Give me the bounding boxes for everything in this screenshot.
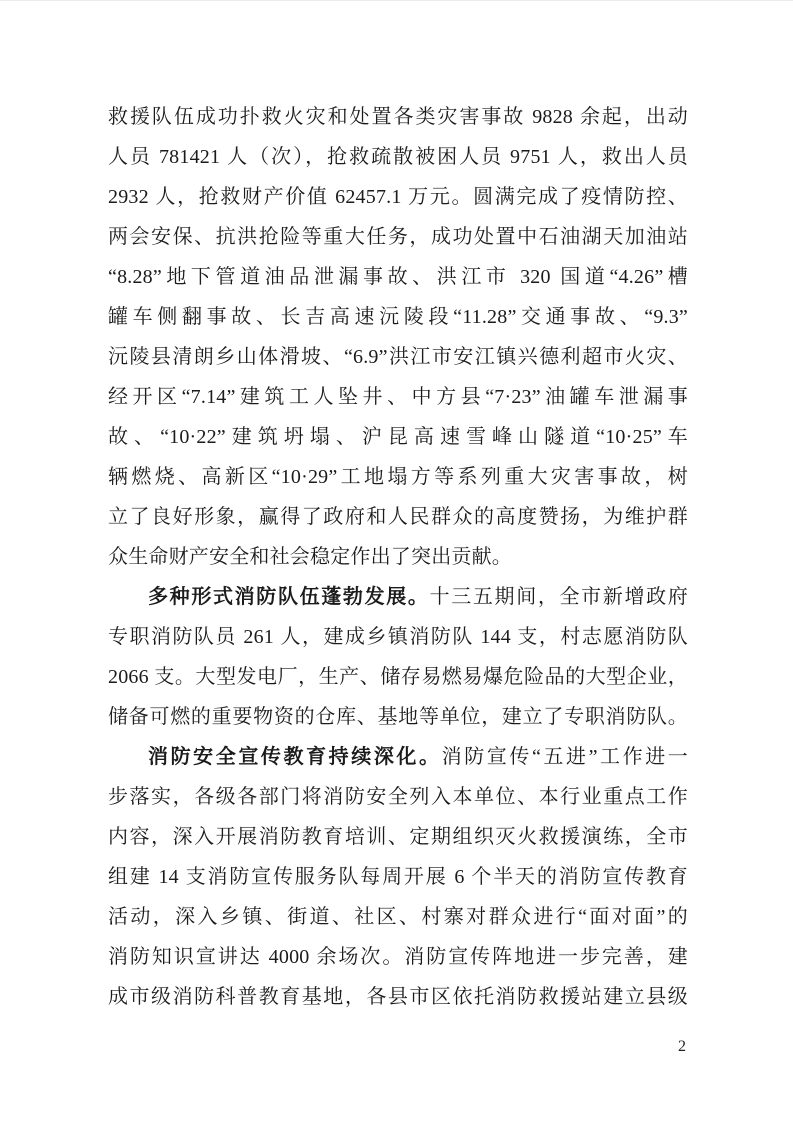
text-run: 经开区“7.14”建筑工人坠井、中方县“7·23”油罐车泄漏事 [108,386,688,408]
text-run: 沅陵县清朗乡山体滑坡、“6.9”洪江市安江镇兴德利超市火灾、 [108,346,688,368]
diversified-fire-teams-paragraph [108,577,688,737]
rescue-operations-paragraph [108,97,688,577]
text-run: “8.28”地下管道油品泄漏事故、洪江市 320 国道“4.26”槽 [108,266,688,288]
text-run: 活动，深入乡镇、街道、社区、村寨对群众进行“面对面”的 [108,906,688,928]
text-line [108,377,688,417]
document-body [108,97,688,1017]
text-run: 辆燃烧、高新区“10·29”工地塌方等系列重大灾害事故，树 [108,466,688,488]
text-run: 步落实，各级各部门将消防安全列入本单位、本行业重点工作 [108,786,688,808]
text-run: 组建 14 支消防宣传服务队每周开展 6 个半天的消防宣传教育 [108,866,688,888]
text-line [108,977,688,1017]
text-line [108,297,688,337]
text-run: 两会安保、抗洪抢险等重大任务，成功处置中石油湖天加油站 [108,226,688,248]
text-line [108,657,688,697]
text-line [108,537,688,577]
text-run: 成市级消防科普教育基地，各县市区依托消防救援站建立县级 [108,986,688,1008]
text-run: 消防知识宣讲达 4000 余场次。消防宣传阵地进一步完善，建 [108,946,688,968]
page-number: 2 [678,1038,686,1055]
text-run: 故、“10·22”建筑坍塌、沪昆高速雪峰山隧道“10·25”车 [108,426,688,448]
text-line [108,897,688,937]
text-run: 储备可燃的重要物资的仓库、基地等单位，建立了专职消防队。 [108,706,688,728]
fire-safety-education-paragraph [108,737,688,1017]
text-run: 专职消防队员 261 人，建成乡镇消防队 144 支，村志愿消防队 [108,626,688,648]
text-run: 罐车侧翻事故、长吉高速沅陵段“11.28”交通事故、“9.3” [108,306,688,328]
text-line [108,337,688,377]
text-line [108,697,688,737]
text-line [108,817,688,857]
text-run: 众生命财产安全和社会稳定作出了突出贡献。 [108,546,512,568]
text-line [108,857,688,897]
text-line [108,497,688,537]
text-run: 2066 支。大型发电厂，生产、储存易燃易爆危险品的大型企业， [108,666,688,688]
paragraph-lead-bold: 消防安全宣传教育持续深化。 [148,746,442,768]
text-run: 立了良好形象，赢得了政府和人民群众的高度赞扬，为维护群 [108,506,688,528]
text-line [108,217,688,257]
text-run: 救援队伍成功扑救火灾和处置各类灾害事故 9828 余起，出动 [108,106,688,128]
text-line [108,457,688,497]
text-line [108,617,688,657]
text-line [108,257,688,297]
text-line [108,137,688,177]
text-run: 内容，深入开展消防教育培训、定期组织灭火救援演练，全市 [108,826,688,848]
text-line [108,97,688,137]
paragraph-lead-bold: 多种形式消防队伍蓬勃发展。 [148,586,430,608]
text-line [108,937,688,977]
text-line [108,177,688,217]
text-run: 十三五期间，全市新增政府 [429,586,688,608]
text-line [108,737,688,777]
text-run: 人员 781421 人（次），抢救疏散被困人员 9751 人，救出人员 [108,146,688,168]
text-run: 2932 人，抢救财产价值 62457.1 万元。圆满完成了疫情防控、 [108,186,688,208]
text-line [108,577,688,617]
text-line [108,417,688,457]
text-line [108,777,688,817]
text-run: 消防宣传“五进”工作进一 [441,746,688,768]
